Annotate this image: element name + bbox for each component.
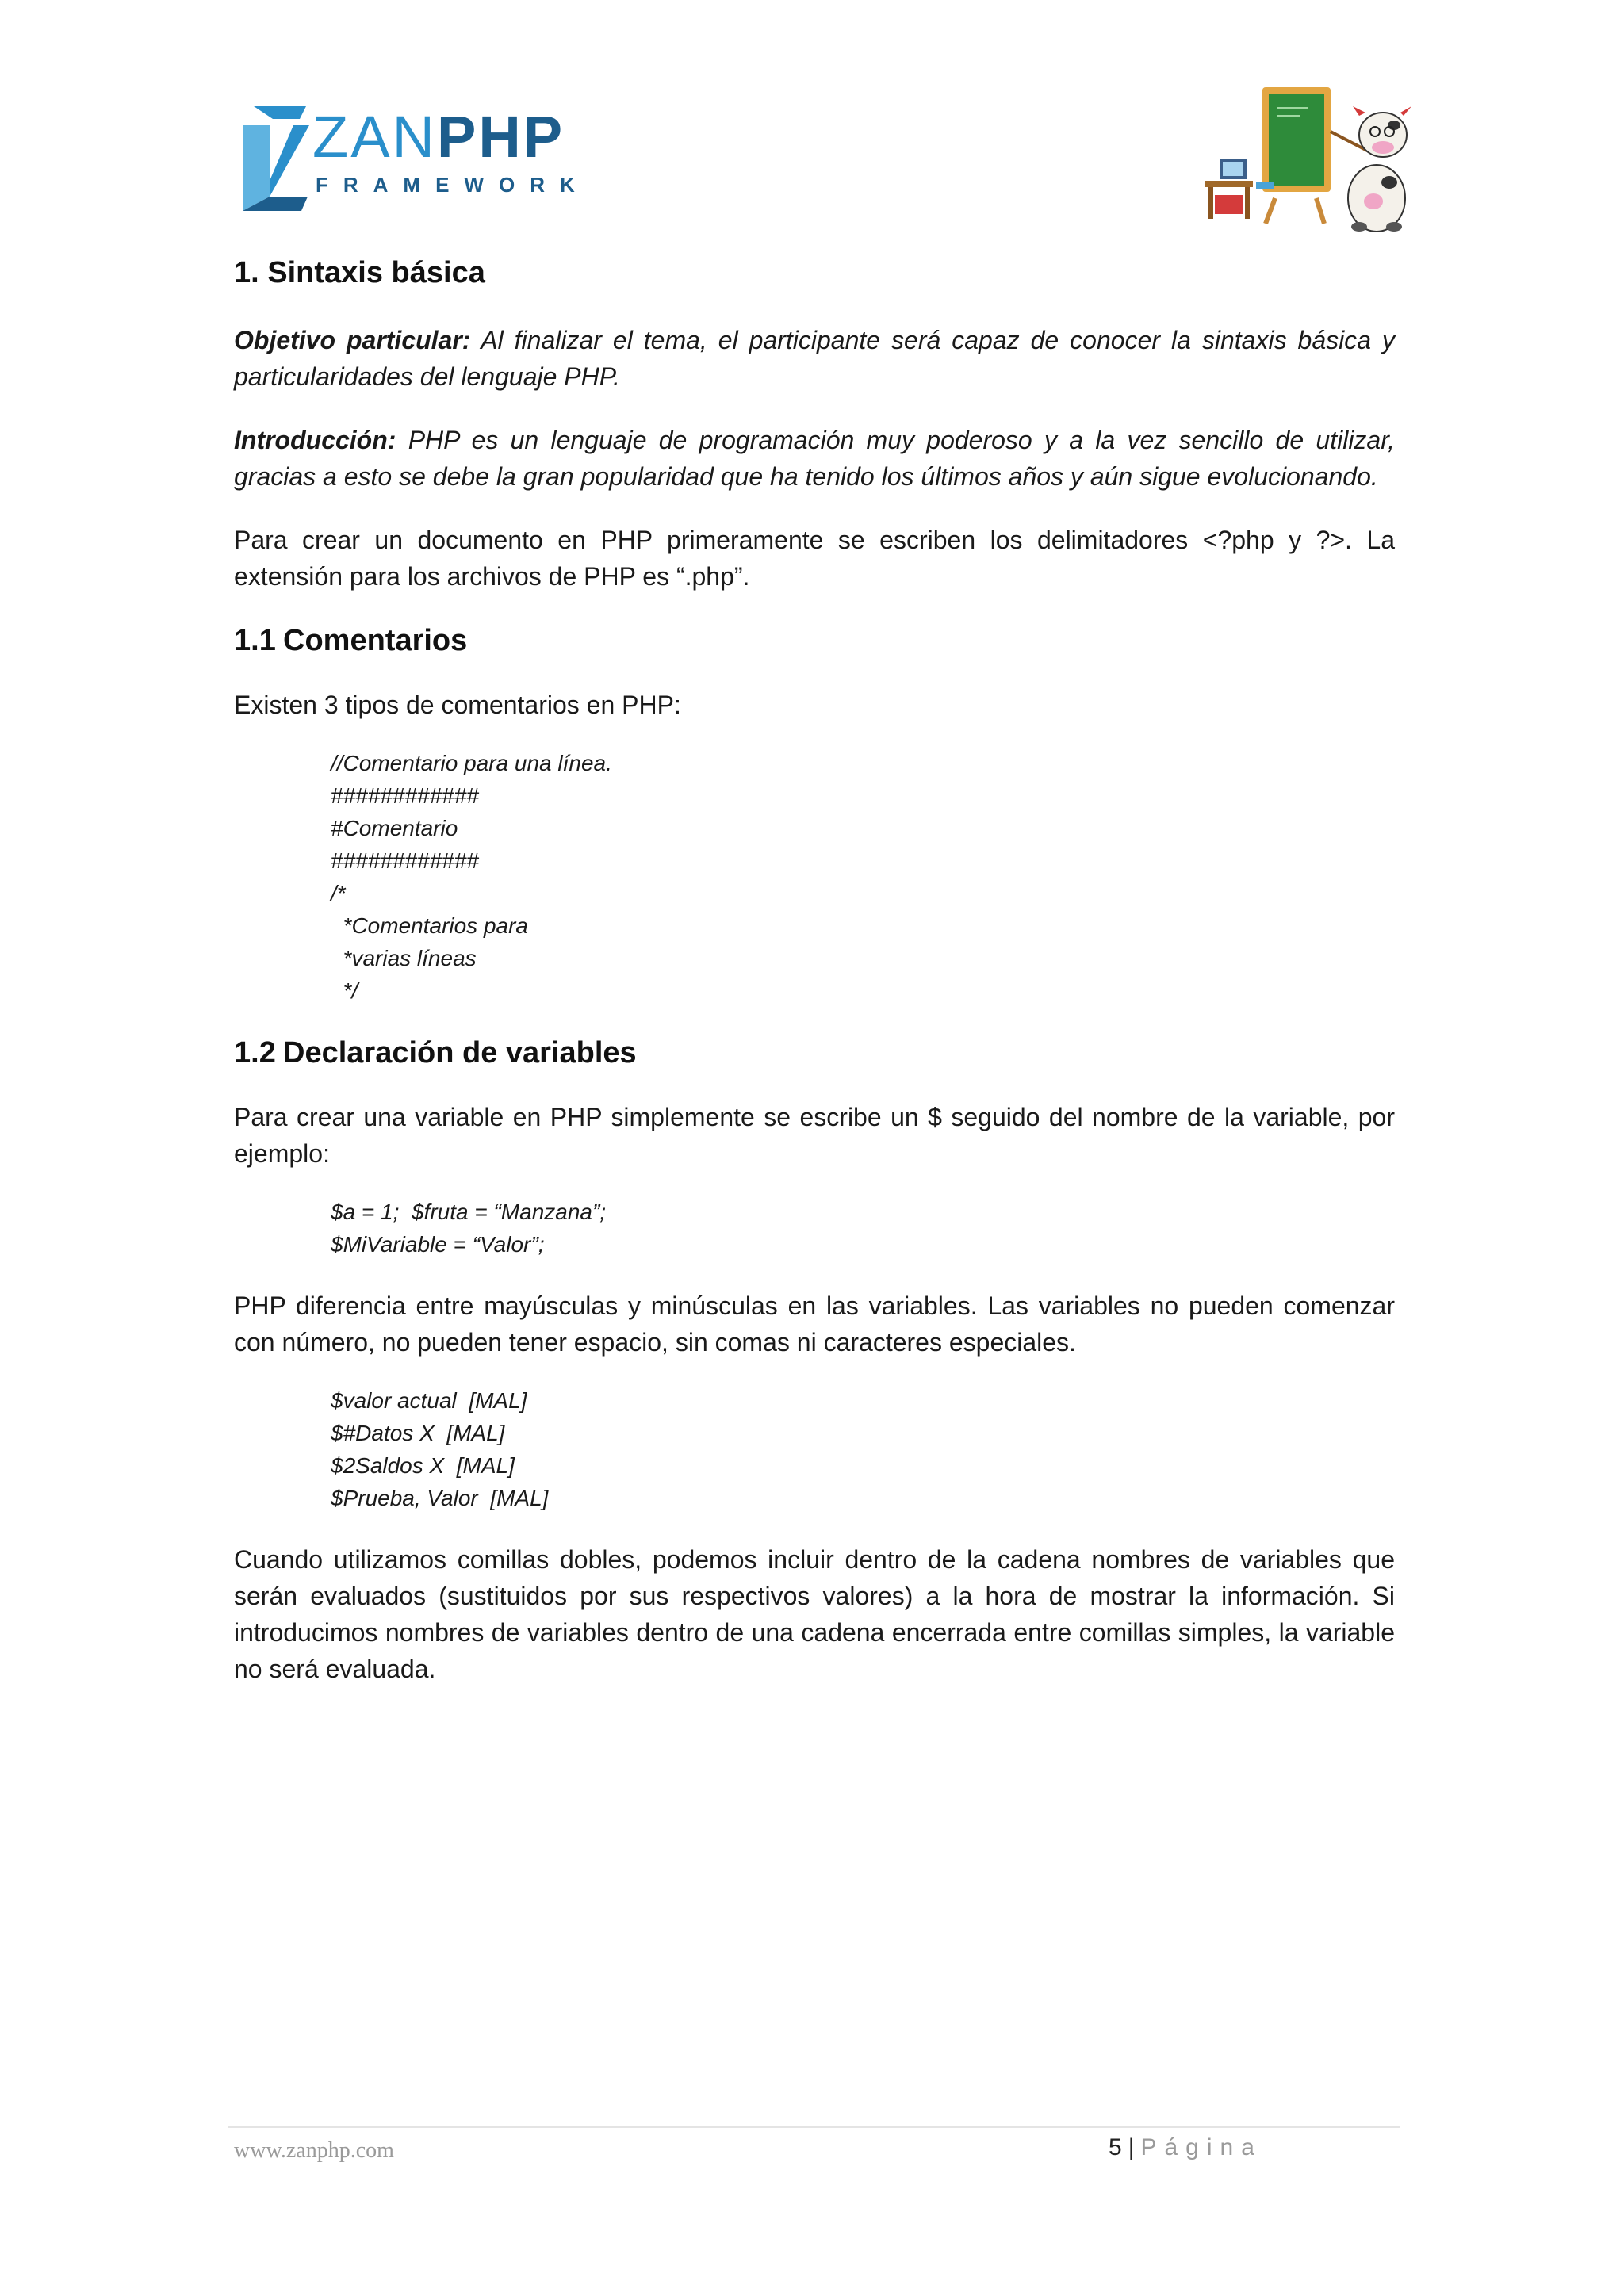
page-number: 5: [1109, 2134, 1122, 2160]
variables-paragraph-2: PHP diferencia entre mayúsculas y minúsculas en las variables. Las variables no pueden comenzar con número, no pueden tener espacio, sin comas ni caracteres especiales.: [234, 1292, 1395, 1357]
code-line: $#Datos X [MAL]: [331, 1421, 505, 1445]
code-line: $MiVariable = “Valor”;: [331, 1232, 545, 1257]
page-label: Página: [1140, 2134, 1262, 2160]
section-1-2-title: [234, 1034, 1395, 1072]
zanphp-logo: [238, 101, 590, 220]
section-1-2-number: 1.2: [234, 1036, 276, 1070]
objetivo-label: Objetivo particular:: [234, 326, 471, 354]
section-1-1-title: [234, 622, 1395, 660]
code-line: $2Saldos X [MAL]: [331, 1453, 515, 1478]
page-separator: |: [1128, 2134, 1135, 2160]
section-1-1-number: 1.1: [234, 624, 276, 657]
introduccion-paragraph: [234, 422, 1395, 495]
code-line: ############: [331, 783, 479, 808]
code-line: *varias líneas: [331, 946, 477, 970]
introduccion-label: Introducción:: [234, 426, 396, 454]
introduccion-text: PHP es un lenguaje de programación muy poderoso y a la vez sencillo de utilizar, gracias a esto se debe la gran popularidad que ha tenido los últimos años y aún sigue evolucionando.: [234, 426, 1395, 491]
code-line: $Prueba, Valor [MAL]: [331, 1486, 549, 1510]
document-body: [234, 254, 1395, 1714]
variables-paragraph-3: Cuando utilizamos comillas dobles, podemos incluir dentro de la cadena nombres de variables que serán evaluados (sustituidos por sus respectivos valores) a la hora de mostrar la información. Si introducimos nombres de variables dentro de una cadena encerrada entre comillas simples, la variable no será evaluada.: [234, 1545, 1395, 1683]
footer-page-indicator: [1109, 2134, 1262, 2161]
footer-divider: [228, 2126, 1400, 2128]
comentarios-paragraph: Existen 3 tipos de comentarios en PHP:: [234, 691, 681, 719]
logo-subtitle: FRAMEWORK: [316, 173, 590, 197]
z-logo-icon: [238, 101, 311, 216]
delimitadores-paragraph: Para crear un documento en PHP primeramente se escriben los delimitadores <?php y ?>. La extensión para los archivos de PHP es “.php”.: [234, 526, 1395, 591]
invalid-variables-code-block: [331, 1384, 1395, 1514]
objetivo-paragraph: [234, 322, 1395, 395]
code-line: $valor actual [MAL]: [331, 1388, 527, 1413]
section-1-2-text: Declaración de variables: [283, 1036, 637, 1070]
logo-wordmark: ZANPHP: [312, 104, 565, 170]
objetivo-text: Al finalizar el tema, el participante será capaz de conocer la sintaxis básica y particularidades del lenguaje PHP.: [234, 326, 1396, 391]
code-line: $a = 1; $fruta = “Manzana”;: [331, 1200, 607, 1224]
code-line: /*: [331, 881, 346, 905]
cow-teacher-blackboard-icon: [1189, 79, 1427, 238]
section-1-title: 1. Sintaxis básica: [234, 256, 485, 289]
comentarios-code-block: [331, 747, 1395, 1007]
code-line: ############: [331, 848, 479, 873]
code-line: */: [331, 978, 358, 1003]
variables-code-block: [331, 1196, 1395, 1261]
code-line: //Comentario para una línea.: [331, 751, 612, 775]
section-1-1-text: Comentarios: [283, 624, 468, 657]
code-line: *Comentarios para: [331, 913, 529, 938]
footer-website-link[interactable]: www.zanphp.com: [234, 2138, 394, 2163]
variables-paragraph-1: Para crear una variable en PHP simplemente se escribe un $ seguido del nombre de la variable, por ejemplo:: [234, 1103, 1395, 1168]
code-line: #Comentario: [331, 816, 458, 840]
